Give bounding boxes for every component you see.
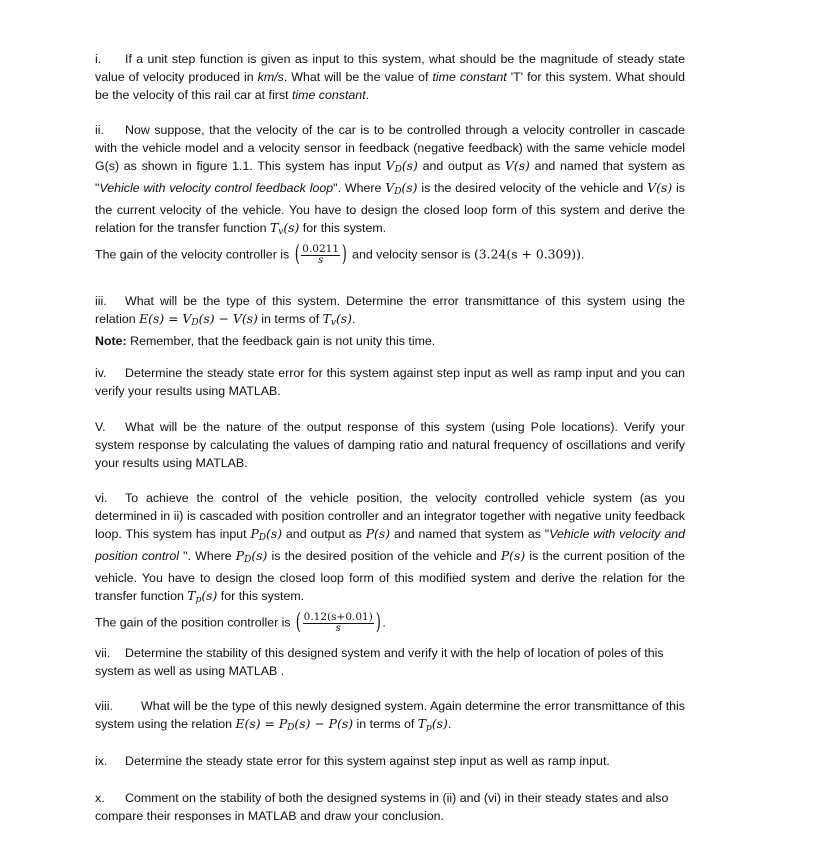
question-text: What will be the type of this system. Determine the error transmittance of this system using the relation <box>95 294 685 326</box>
question-vi: vi. To achieve the control of the vehicle position, the velocity controlled vehicle system (as you determined in ii) is cascaded with position controller and an integrator together with negative unity feedback loop. This system has input $P_D(s)$ and output as P(s) and named that system as "Vehicle with velocity and position control ". Where $P_D(s)$ is the desired position of the vehicle and P(s) is the current position of the vehicle. You have to design the closed loop form of this modified system and derive the relation for the transfer function $T_p(s)$ for this system. The gain of the position controller is ( 0.12(s+0.01) s ) . <box>95 491 685 635</box>
question-number: iv. <box>95 366 107 380</box>
question-number: ii. <box>95 123 104 137</box>
question-text: Now suppose, that the velocity of the car is to be controlled through a velocity controller in cascade with the vehicle model and a velocity sensor in feedback (negative feedback) with the same vehicle model G(s) as shown in figure 1.1. This system has input <box>95 123 685 173</box>
question-number: V. <box>95 420 106 434</box>
question-iv <box>95 364 685 400</box>
error-relation: $E(s) = P_D(s) - P(s)$ <box>235 716 354 733</box>
question-text: What will be the nature of the output response of this system (using Pole locations). Verify your system response by calculating the values of damping ratio and natural frequency of oscillations and verify your results using MATLAB. <box>95 420 685 470</box>
question-number: ix. <box>95 754 108 768</box>
question-text: Determine the stability of this designed system and verify it with the help of location of poles of this system as well as using MATLAB . <box>95 646 664 678</box>
question-text: Determine the steady state error for this system against step input as well as ramp input. <box>125 754 610 768</box>
math-vd: $V_D(s)$ <box>385 158 418 175</box>
math-tv: $T_v(s)$ <box>269 220 300 237</box>
question-text: What will be the type of this newly designed system. Again determine the error transmittance of this system using the relation <box>95 699 685 731</box>
question-x <box>95 789 685 825</box>
question-text: To achieve the control of the vehicle position, the velocity controlled vehicle system (as you determined in ii) is cascaded with position controller and an integrator together with negative unity feedback loop. This system has input <box>95 491 685 541</box>
velocity-controller-gain: ( 0.0211 s ) <box>294 242 347 267</box>
math-pd: $P_D(s)$ <box>250 526 283 543</box>
question-number: i. <box>95 52 102 66</box>
question-text: If a unit step function is given as input to this system, what should be the magnitude of steady state value of velocity produced in <box>95 52 685 84</box>
note-text: Remember, that the feedback gain is not unity this time. <box>126 334 436 348</box>
question-i: i. If a unit step function is given as input to this system, what should be the magnitude of steady state value of velocity produced in km/s. What will be the value of time constant 'T' for this system. What should be the velocity of this rail car at first time constant. <box>95 52 685 102</box>
velocity-sensor-gain: (3.24(s + 0.309)) <box>473 246 581 262</box>
position-gain-line: The gain of the position controller is ( 0.12(s+0.01) s ) . <box>95 610 386 635</box>
question-number: vi. <box>95 491 108 505</box>
velocity-gain-line: The gain of the velocity controller is ( 0.0211 s ) and velocity sensor is (3.24(s + 0.309)). <box>95 242 585 267</box>
question-iii: iii. What will be the type of this system. Determine the error transmittance of this system using the relation $E(s) = V_D(s) - V(s)$ in terms of $T_v(s)$. Note: Remember, that the feedback gain is not unity this time. <box>95 294 685 348</box>
position-controller-gain: ( 0.12(s+0.01) s ) <box>295 610 381 635</box>
question-number: viii. <box>95 699 113 713</box>
note <box>95 332 685 350</box>
math-tp: $T_p(s)$ <box>187 588 218 605</box>
question-number: x. <box>95 791 105 805</box>
question-number: vii. <box>95 646 111 660</box>
question-vii <box>95 644 685 680</box>
question-v <box>95 418 685 472</box>
question-ii: ii. Now suppose, that the velocity of the car is to be controlled through a velocity controller in cascade with the vehicle model and a velocity sensor in feedback (negative feedback) with the same vehicle model G(s) as shown in figure 1.1. This system has input $V_D(s)$ and output as V(s) and named that system as "Vehicle with velocity control feedback loop". Where $V_D(s)$ is the desired velocity of the vehicle and V(s) is the current velocity of the vehicle. You have to design the closed loop form of this system and derive the relation for the transfer function $T_v(s)$ for this system. The gain of the velocity controller is ( 0.0211 s ) and velocity sensor is (3.24(s + 0.309)). <box>95 123 685 267</box>
error-relation: $E(s) = V_D(s) - V(s)$ <box>139 311 258 328</box>
question-text: Determine the steady state error for this system against step input as well as ramp input and you can verify your results using MATLAB. <box>95 366 685 398</box>
note-label: Note: <box>95 334 127 348</box>
question-ix <box>95 752 685 770</box>
question-viii: viii. What will be the type of this newly designed system. Again determine the error transmittance of this system using the relation $E(s) = P_D(s) - P(s)$ in terms of $T_p(s)$. <box>95 699 685 733</box>
question-number: iii. <box>95 294 107 308</box>
question-text: Comment on the stability of both the designed systems in (ii) and (vi) in their steady states and also compare their responses in MATLAB and draw your conclusion. <box>95 791 669 823</box>
